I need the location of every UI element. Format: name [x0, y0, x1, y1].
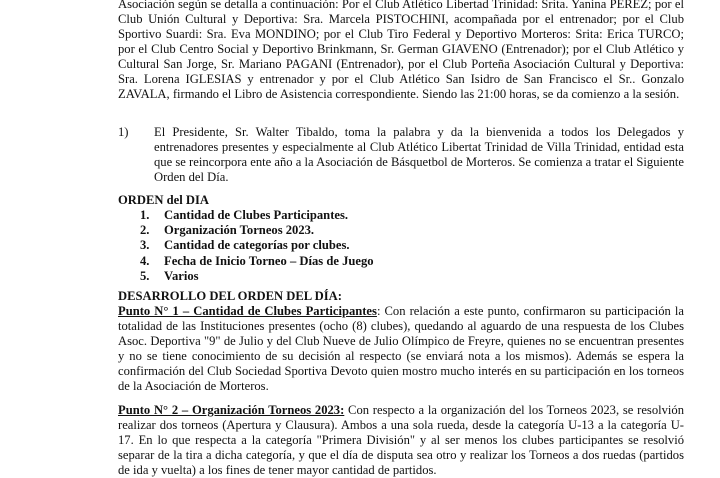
punto-2-body: Con respecto a la organización del los Torneos 2023, se resolvión realizar dos torneos (Apertura y Clausura). Ambos a una sola rueda, desde la categoría U-13 a la categoría U-17. En lo que respecta a la categoría "Primera División" y al ser menos los clubes participantes se resolvió separar de la tira a dicha categoría, y que el día de disputa sea otro y realizar los Torneos a dos ruedas (partidos de ida y vuelta) a los fines de tener mayor cantidad de partidos. — [118, 403, 684, 477]
point-1-text: El Presidente, Sr. Walter Tibaldo, toma la palabra y da la bienvenida a todos los Delegados y entrenadores presentes y especialmente al Club Atlético Libertat Trinidad de Villa Trinidad, entidad esta que se reincorpora ente año a la Asociación de Básquetbol de Morteros. Se comienza a tratar el Siguiente Orden del Día. — [154, 125, 684, 184]
point-1-number: 1) — [118, 125, 129, 139]
development-title: DESARROLLO DEL ORDEN DEL DÍA: — [118, 289, 342, 303]
agenda-list — [140, 208, 374, 284]
agenda-item: 3. Cantidad de categorías por clubes. — [140, 238, 350, 253]
agenda-item: 4. Fecha de Inicio Torneo – Días de Juego — [140, 253, 374, 268]
agenda-item: 1. Cantidad de Clubes Participantes. — [140, 208, 349, 222]
punto-1-body: : Con relación a este punto, confirmaron su participación la totalidad de las Instituciones presentes (ocho (8) clubes), quedando al aguardo de una respuesta de los Clubes Asoc. Deportiva "9" de Julio y del Club Nueve de Julio Olímpico de Freyre, quienes no se encuentran presentes y no se tiene conocimiento de su decisión al respecto (se enviará nota a los mismos). Además se espera la confirmación del Club Sociedad Sportiva Devoto quien mostro mucho interés en su participación en los torneos de la Asociación de Morteros. — [118, 304, 685, 393]
agenda-item: 5. Varios — [140, 268, 199, 283]
punto-2-heading: Punto N° 2 – Organización Torneos 2023: — [118, 403, 345, 417]
punto-1-paragraph — [118, 304, 684, 394]
agenda-title: ORDEN del DIA — [118, 193, 209, 207]
punto-1-heading: Punto N° 1 – Cantidad de Clubes Participantes — [118, 304, 377, 318]
agenda-item: 2. Organización Torneos 2023. — [140, 223, 315, 238]
punto-2-paragraph — [118, 403, 684, 478]
intro-paragraph: Asociación según se detalla a continuación: Por el Club Atlético Libertad Trinidad: Srita. Yanina PEREZ; por el Club Unión Cultural y Deportiva: Sra. Marcela PISTOCHINI, acompañada por el entrenador; por el Club Sportivo Suardi: Sra. Eva MONDINO; por el Club Tiro Federal y Deportivo Morteros: Srita: Erica TURCO; por el Club Centro Social y Deportivo Brinkmann, Sr. German GIAVENO (Entrenador); por el Club Atlético y Cultural San Jorge, Sr. Mariano PAGANI (Entrenador), por el Club Porteña Asociación Cultural y Deportiva: Sra. Lorena IGLESIAS y entrenador y por el Club Atlético San Isidro de San Francisco el Sr.. Gonzalo ZAVALA, firmando el Libro de Asistencia correspondiente. Siendo las 21:00 horas, se da comienzo a la sesión. — [118, 0, 684, 101]
